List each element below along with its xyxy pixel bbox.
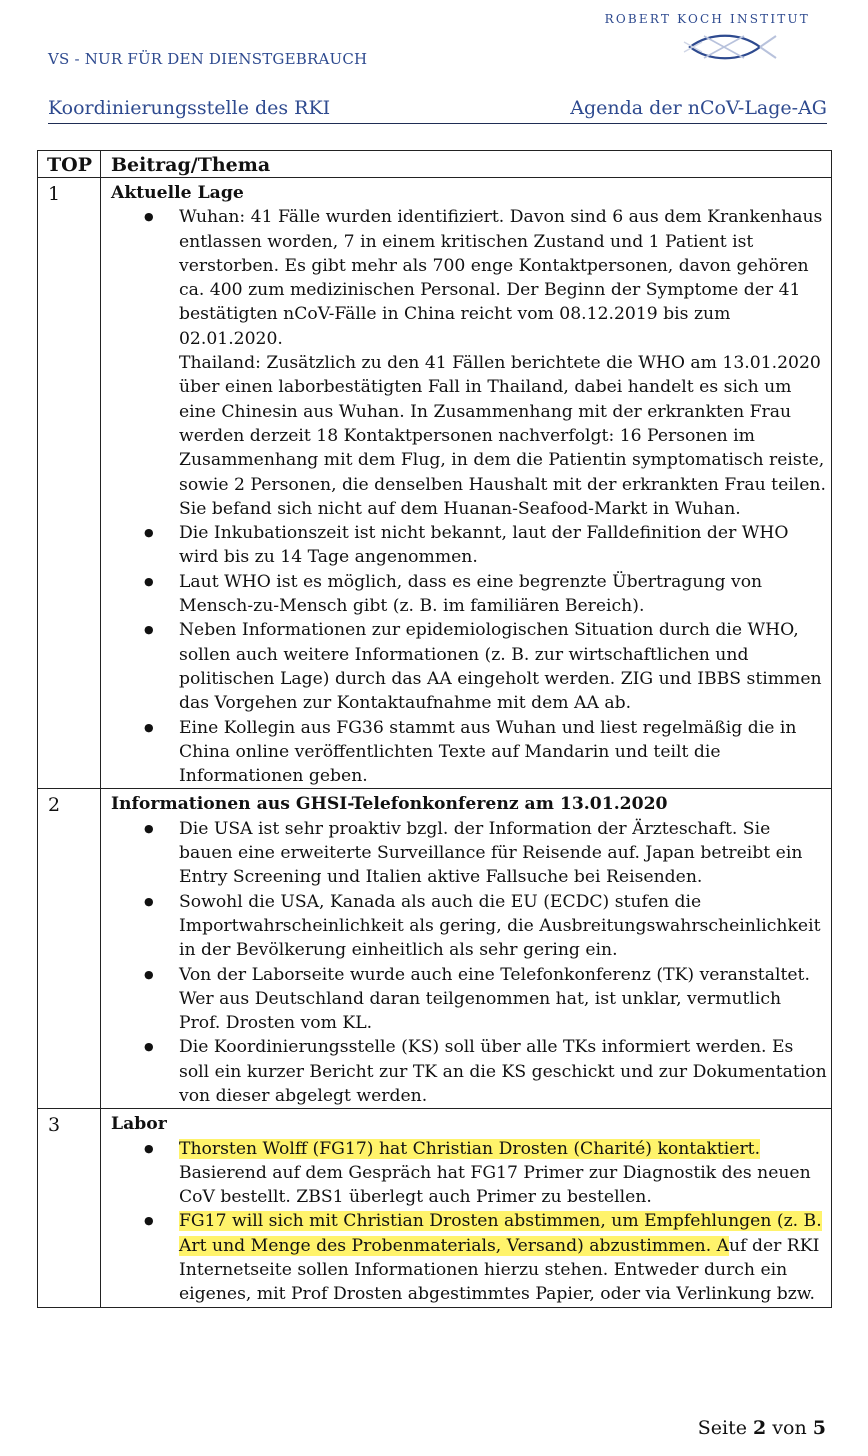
page-prefix: Seite — [697, 1417, 754, 1439]
highlighted-text: Thorsten Wolff (FG17) hat Christian Drosten (Charité) kontaktiert. — [179, 1138, 761, 1159]
list-item: ● Von der Laborseite wurde auch eine Telefonkonferenz (TK) veranstaltet. Wer aus Deutschland daran teilgenommen hat, ist unklar, vermutlich Prof. Drosten vom KL. — [179, 963, 827, 1036]
section-title: Informationen aus GHSI-Telefonkonferenz am 13.01.2020 — [111, 794, 668, 815]
list-item: ● Laut WHO ist es möglich, dass es eine begrenzte Übertragung von Mensch-zu-Mensch gibt (z. B. im familiären Bereich). — [179, 570, 827, 619]
organization-title: Koordinierungsstelle des RKI — [48, 97, 331, 119]
bullet-list — [111, 1137, 827, 1307]
rki-logo-icon — [680, 30, 780, 64]
section-number: 2 — [38, 789, 101, 1109]
classification-label: VS - NUR FÜR DEN DIENSTGEBRAUCH — [48, 50, 368, 68]
section-content — [101, 789, 832, 1109]
section-title: Labor — [111, 1114, 167, 1135]
bullet-list — [111, 205, 827, 788]
col-header-top: TOP — [38, 151, 101, 178]
section-number: 3 — [38, 1109, 101, 1307]
list-item: ● Die USA ist sehr proaktiv bzgl. der Information der Ärzteschaft. Sie bauen eine erweiterte Surveillance für Reisende auf. Japan betreibt ein Entry Screening und Italien aktive Fallsuche bei Reisenden. — [179, 817, 827, 890]
list-item: ● Die Inkubationszeit ist nicht bekannt, laut der Falldefinition der WHO wird bis zu 14 Tage angenommen. — [179, 521, 827, 570]
list-item — [179, 1209, 827, 1306]
bullet-list — [111, 817, 827, 1109]
rki-logo — [600, 12, 810, 64]
list-item: ● Die Koordinierungsstelle (KS) soll über alle TKs informiert werden. Es soll ein kurzer Bericht zur TK an die KS geschickt und zur Dokumentation von dieser abgelegt werden. — [179, 1035, 827, 1108]
list-item-text: Basierend auf dem Gespräch hat FG17 Primer zur Diagnostik des neuen CoV bestellt. ZBS1 überlegt auch Primer zu bestellen. — [179, 1162, 811, 1208]
section-title: Aktuelle Lage — [111, 183, 244, 203]
document-title: Agenda der nCoV-Lage-AG — [570, 97, 827, 119]
table-row — [38, 1109, 832, 1307]
list-item: ● Neben Informationen zur epidemiologischen Situation durch die WHO, sollen auch weitere Informationen (z. B. zur wirtschaftlichen und politischen Lage) durch das AA eingeholt werden. ZIG und IBBS stimmen das Vorgehen zur Kontaktaufnahme mit dem AA ab. — [179, 618, 827, 715]
page-total: 5 — [812, 1417, 826, 1439]
section-content — [101, 178, 832, 789]
col-header-topic: Beitrag/Thema — [101, 151, 832, 178]
logo-text: ROBERT KOCH INSTITUT — [604, 12, 810, 26]
list-item-continuation: Thailand: Zusätzlich zu den 41 Fällen berichtete die WHO am 13.01.2020 über einen laborbestätigten Fall in Thailand, dabei handelt es sich um eine Chinesin aus Wuhan. In Zusammenhang mit der erkrankten Frau werden derzeit 18 Kontaktpersonen nachverfolgt: 16 Personen im Zusammenhang mit dem Flug, in dem die Patientin symptomatisch reiste, sowie 2 Personen, die denselben Haushalt mit der erkrankten Frau teilen. Sie befand sich nicht auf dem Huanan-Seafood-Markt in Wuhan. — [179, 353, 826, 519]
section-number: 1 — [38, 178, 101, 789]
page-number — [698, 1417, 826, 1439]
list-item: ● Eine Kollegin aus FG36 stammt aus Wuhan und liest regelmäßig die in China online veröffentlichten Texte auf Mandarin und teilt die Informationen geben. — [179, 716, 827, 789]
table-row — [38, 789, 832, 1109]
table-row — [38, 178, 832, 789]
list-item-text: uf der RKI Internetseite sollen Informationen hierzu stehen. Entweder durch ein eigenes, mit Prof Drosten abgestimmtes Papier, oder via Verlinkung bzw. — [179, 1235, 820, 1305]
list-item — [179, 1137, 827, 1210]
table-header-row — [38, 151, 832, 178]
list-item-text: ● Wuhan: 41 Fälle wurden identifiziert. Davon sind 6 aus dem Krankenhaus entlassen worden, 7 in einem kritischen Zustand und 1 Patient ist verstorben. Es gibt mehr als 700 enge Kontaktpersonen, davon gehören ca. 400 zum medizinischen Personal. Der Beginn der Symptome der 41 bestätigten nCoV-Fälle in China reicht vom 08.12.2019 bis zum 02.01.2020. — [179, 207, 823, 349]
page-separator: von — [766, 1417, 813, 1439]
section-content — [101, 1109, 832, 1307]
page-current: 2 — [753, 1417, 767, 1439]
list-item: ● Sowohl die USA, Kanada als auch die EU (ECDC) stufen die Importwahrscheinlichkeit als gering, die Ausbreitungswahrscheinlichkeit in der Bevölkerung einheitlich als sehr gering ein. — [179, 890, 827, 963]
highlighted-text: FG17 will sich mit Christian Drosten abstimmen, um Empfehlungen (z. B. Art und Menge des Probenmaterials, Versand) abzustimmen. A — [179, 1211, 822, 1256]
document-subheader — [48, 97, 827, 124]
list-item — [179, 205, 827, 521]
agenda-table — [37, 150, 832, 1308]
